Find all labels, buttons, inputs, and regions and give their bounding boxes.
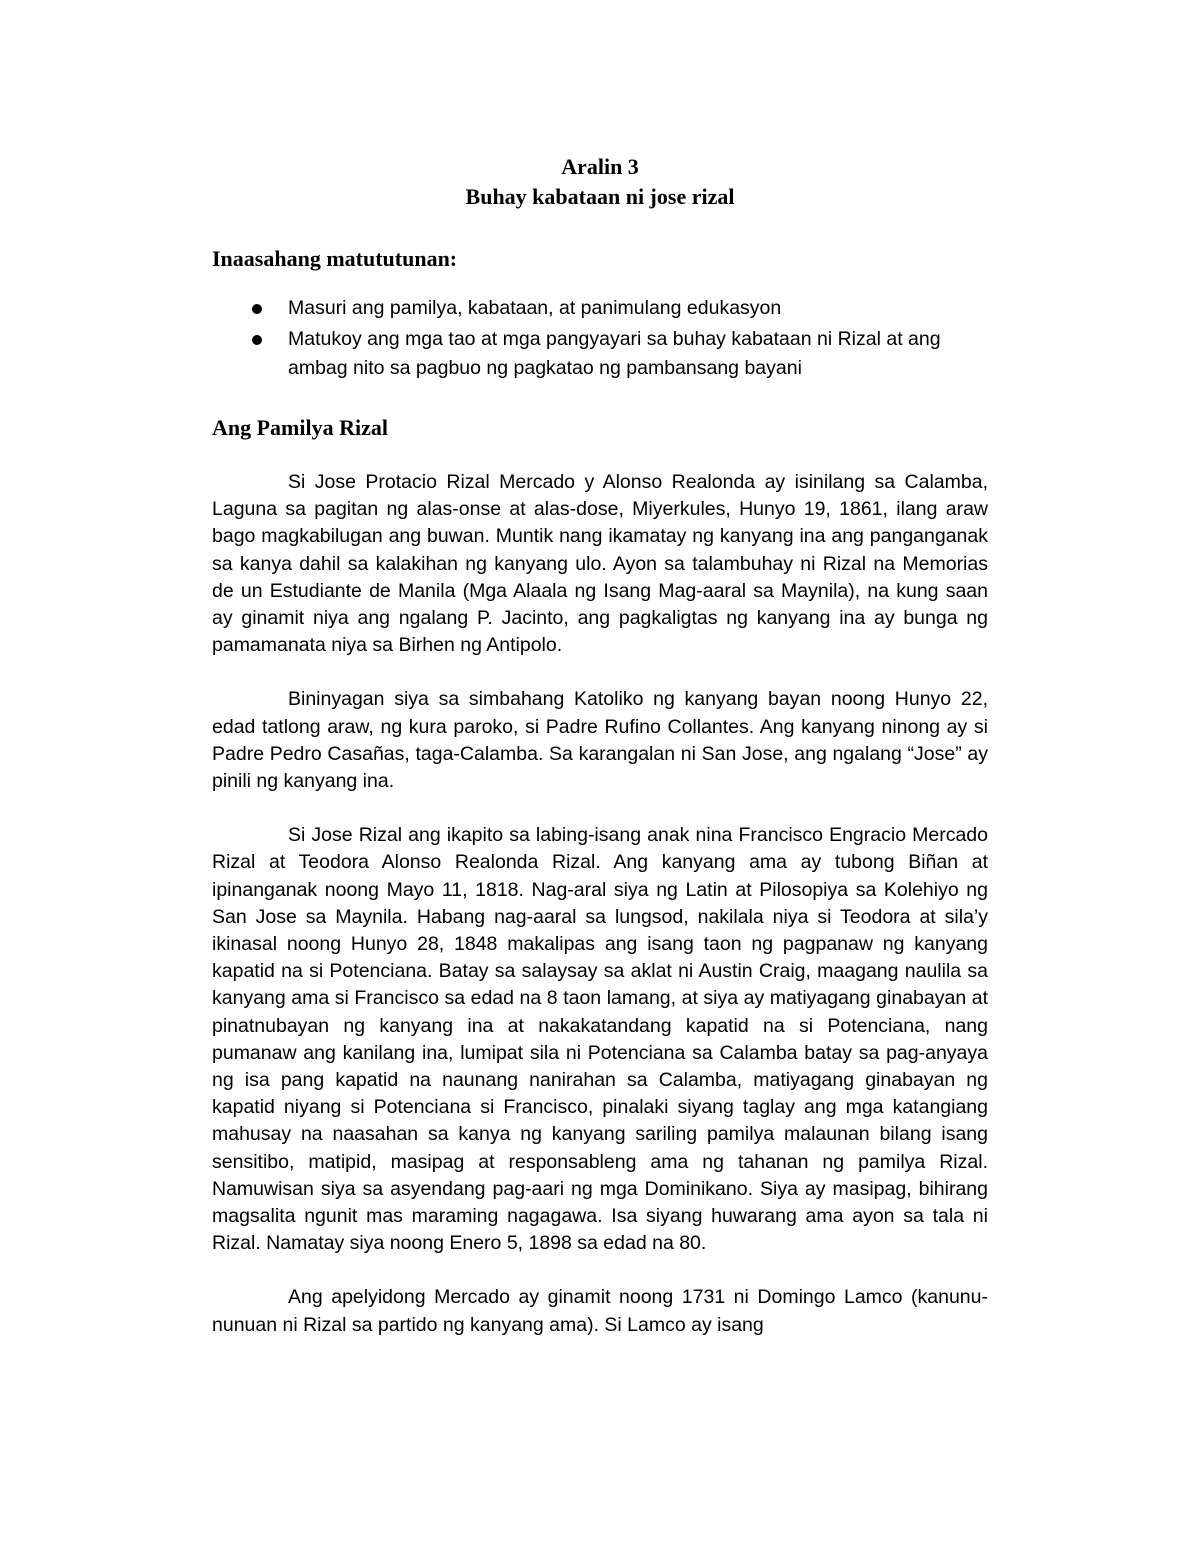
lesson-title: Buhay kabataan ni jose rizal — [465, 184, 735, 209]
document-title-block — [212, 152, 988, 212]
objective-text: Matukoy ang mga tao at mga pangyayari sa buhay kabataan ni Rizal at ang ambag nito sa pagbuo ng pagkatao ng pambansang bayani — [288, 328, 941, 379]
bullet-icon — [252, 304, 262, 314]
body-paragraph: Si Jose Rizal ang ikapito sa labing-isang anak nina Francisco Engracio Mercado Rizal at Teodora Alonso Realonda Rizal. Ang kanyang ama ay tubong Biñan at ipinanganak noong Mayo 11, 1818. Nag-aral siya ng Latin at Pilosopiya sa Kolehiyo ng San Jose sa Maynila. Habang nag-aaral sa lungsod, nakilala niya si Teodora at sila’y ikinasal noong Hunyo 28, 1848 makalipas ang isang taon ng pagpanaw ng kanyang kapatid na si Potenciana. Batay sa salaysay sa aklat ni Austin Craig, maagang naulila sa kanyang ama si Francisco sa edad na 8 taon lamang, at siya ay matiyagang ginabayan at pinatnubayan ng kanyang ina at nakakatandang kapatid na si Potenciana, nang pumanaw ang kanilang ina, lumipat sila ni Potenciana sa Calamba batay sa pag-anyaya ng isa pang kapatid na naunang nanirahan sa Calamba, matiyagang ginabayan ng kapatid niyang si Potenciana si Francisco, pinalaki siyang taglay ang mga katangiang mahusay na naasahan sa kanya ng kanyang sariling pamilya malaunan bilang isang sensitibo, matipid, masipag at responsableng ama ng tahanan ng pamilya Rizal. Namuwisan siya sa asyendang pag-aari ng mga Dominikano. Siya ay masipag, bihirang magsalita ngunit mas maraming nagagawa. Isa siyang huwarang ama ayon sa tala ni Rizal. Namatay siya noong Enero 5, 1898 sa edad na 80. — [212, 824, 988, 1255]
body-paragraph: Bininyagan siya sa simbahang Katoliko ng kanyang bayan noong Hunyo 22, edad tatlong araw, ng kura paroko, si Padre Rufino Collantes. Ang kanyang ninong ay si Padre Pedro Casañas, taga-Calamba. Sa karangalan ni San Jose, ang ngalang “Jose” ay pinili ng kanyang ina. — [212, 688, 988, 793]
objective-text: Masuri ang pamilya, kabataan, at panimulang edukasyon — [288, 297, 782, 319]
objectives-heading: Inaasahang matututunan: — [212, 246, 458, 271]
bullet-icon — [252, 335, 262, 345]
body-paragraph: Si Jose Protacio Rizal Mercado y Alonso Realonda ay isinilang sa Calamba, Laguna sa pagitan ng alas-onse at alas-dose, Miyerkules, Hunyo 19, 1861, ilang araw bago magkabilugan ang buwan. Muntik nang ikamatay ng kanyang ina ang panganganak sa kanya dahil sa kalakihan ng kanyang ulo. Ayon sa talambuhay ni Rizal na Memorias de un Estudiante de Manila (Mga Alaala ng Isang Mag-aaral sa Maynila), na kung saan ay ginamit niya ang ngalang P. Jacinto, ang pagkaligtas ng kanyang ina ay bunga ng pamamanata niya sa Birhen ng Antipolo. — [212, 471, 988, 657]
objective-item — [212, 294, 988, 323]
objective-item — [212, 325, 988, 383]
section-heading: Ang Pamilya Rizal — [212, 415, 388, 440]
document-page — [212, 152, 988, 1339]
lesson-number: Aralin 3 — [561, 154, 639, 179]
body-paragraph: Ang apelyidong Mercado ay ginamit noong 1731 ni Domingo Lamco (kanunu-nunuan ni Rizal sa partido ng kanyang ama). Si Lamco ay isang — [212, 1286, 988, 1336]
objectives-list — [212, 294, 988, 383]
